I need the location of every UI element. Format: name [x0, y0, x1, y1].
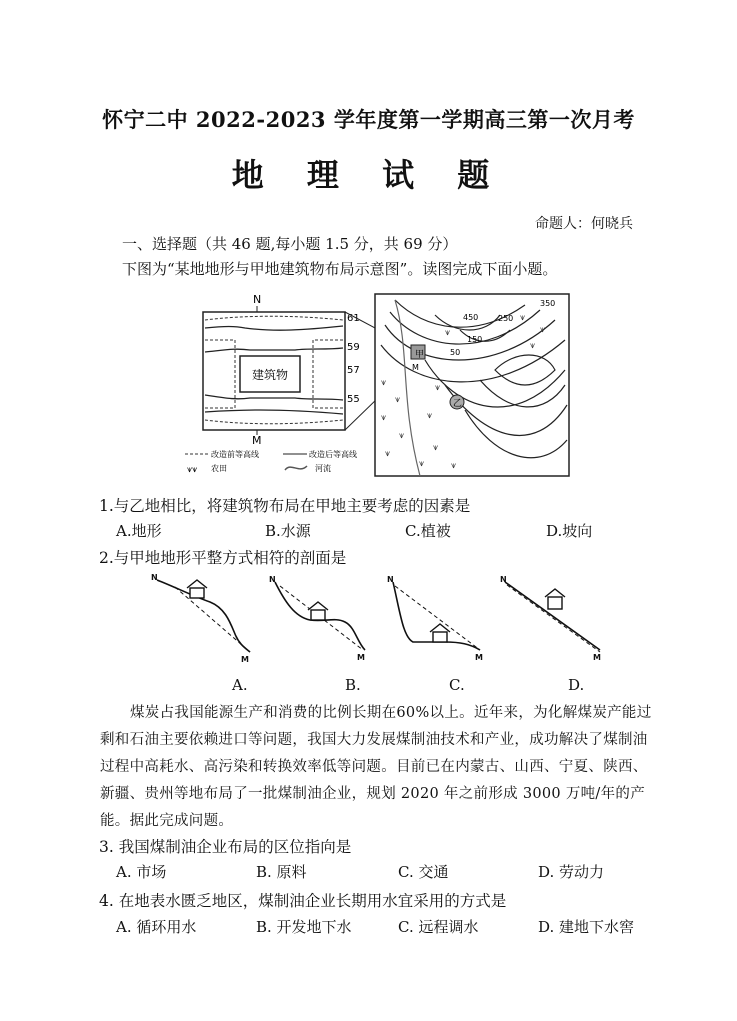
q3-option-b[interactable]: B. 原料 — [256, 863, 307, 881]
map-150: 150 — [467, 335, 483, 344]
q3-option-a[interactable]: A. 市场 — [116, 863, 167, 881]
svg-text:⩛: ⩛ — [530, 341, 536, 351]
contour-61: 61 — [347, 313, 360, 324]
section-heading: 一、选择题（共 46 题,每小题 1.5 分，共 69 分） — [122, 235, 458, 253]
profile-d-m: M — [593, 653, 601, 662]
svg-text:⩛: ⩛ — [381, 413, 387, 423]
profile-figure — [145, 572, 615, 667]
exam-subtitle: 地 理 试 题 — [231, 156, 506, 194]
q2-option-c[interactable]: C. — [449, 676, 465, 694]
figure-intro: 下图为“某地地形与甲地建筑物布局示意图”。读图完成下面小题。 — [122, 260, 558, 278]
q2-option-b[interactable]: B. — [345, 676, 361, 694]
profile-c-m: M — [475, 653, 483, 662]
legend-old: 改造前等高线 — [211, 450, 259, 459]
q1-stem: 1.与乙地相比，将建筑物布局在甲地主要考虑的因素是 — [99, 497, 471, 515]
legend-farm-icon: ⩛⩛ — [187, 465, 198, 475]
svg-text:⩛: ⩛ — [427, 411, 433, 421]
contour-57: 57 — [347, 365, 360, 376]
svg-text:⩛: ⩛ — [395, 395, 401, 405]
map-50: 50 — [450, 348, 461, 357]
map-250: 250 — [498, 314, 514, 323]
map-350: 350 — [540, 299, 556, 308]
figure-m-label: M — [252, 434, 262, 447]
reading-passage: 煤炭占我国能源生产和消费的比例长期在60%以上。近年来，为化解煤炭产能过剩和石油主要依赖进口等问题，我国大力发展煤制油技术和产业，成功解决了煤制油过程中高耗水、高污染和转换效率低等问题。目前已在内蒙古、山西、宁夏、陕西、新疆、贵州等地布局了一批煤制油企业，规划 2020 年之前形成 3000 万吨/年的产能。据此完成问题。 — [100, 705, 652, 829]
figure-n-label: N — [253, 293, 262, 306]
q1-option-c[interactable]: C.植被 — [405, 522, 451, 540]
svg-text:⩛: ⩛ — [451, 461, 457, 471]
profile-d-n: N — [500, 575, 507, 584]
profile-b-m: M — [357, 653, 365, 662]
map-m: M — [412, 363, 419, 372]
q1-option-b[interactable]: B.水源 — [265, 522, 311, 540]
q2-option-a[interactable]: A. — [232, 676, 248, 694]
svg-text:⩛: ⩛ — [385, 449, 391, 459]
author-line: 命题人：何晓兵 — [535, 216, 633, 232]
map-yi: 乙 — [453, 399, 463, 409]
profile-a-m: M — [241, 655, 249, 664]
q4-option-b[interactable]: B. 开发地下水 — [256, 918, 352, 936]
profile-a-n: N — [151, 573, 158, 582]
q2-stem: 2.与甲地地形平整方式相符的剖面是 — [99, 549, 347, 567]
q4-option-c[interactable]: C. 远程调水 — [398, 918, 479, 936]
q1-option-d[interactable]: D.坡向 — [546, 522, 593, 540]
svg-text:⩛: ⩛ — [540, 325, 546, 335]
profile-b-n: N — [269, 575, 276, 584]
legend-farm: 农田 — [211, 464, 227, 473]
q3-stem: 3. 我国煤制油企业布局的区位指向是 — [99, 838, 352, 856]
q1-option-a[interactable]: A.地形 — [116, 522, 162, 540]
contour-55: 55 — [347, 394, 360, 405]
q4-option-d[interactable]: D. 建地下水窖 — [538, 918, 635, 936]
contour-59: 59 — [347, 342, 360, 353]
q3-option-c[interactable]: C. 交通 — [398, 863, 449, 881]
map-jia: 甲 — [415, 350, 425, 360]
svg-text:⩛: ⩛ — [399, 431, 405, 441]
terrain-figure — [187, 290, 575, 480]
legend-river: 河流 — [315, 464, 331, 473]
q2-option-d[interactable]: D. — [568, 676, 585, 694]
svg-text:⩛: ⩛ — [445, 328, 451, 338]
q4-stem: 4. 在地表水匮乏地区，煤制油企业长期用水宜采用的方式是 — [99, 892, 507, 910]
map-450: 450 — [463, 313, 479, 322]
profile-c-n: N — [387, 575, 394, 584]
legend-new: 改造后等高线 — [309, 450, 357, 459]
building-label: 建筑物 — [252, 368, 289, 382]
exam-title: 怀宁二中 2022-2023 学年度第一学期高三第一次月考 — [102, 107, 635, 132]
svg-text:⩛: ⩛ — [435, 383, 441, 393]
svg-text:⩛: ⩛ — [381, 378, 387, 388]
svg-text:⩛: ⩛ — [419, 459, 425, 469]
q3-option-d[interactable]: D. 劳动力 — [538, 863, 605, 881]
svg-text:⩛: ⩛ — [433, 443, 439, 453]
q4-option-a[interactable]: A. 循环用水 — [116, 918, 197, 936]
svg-text:⩛: ⩛ — [520, 313, 526, 323]
